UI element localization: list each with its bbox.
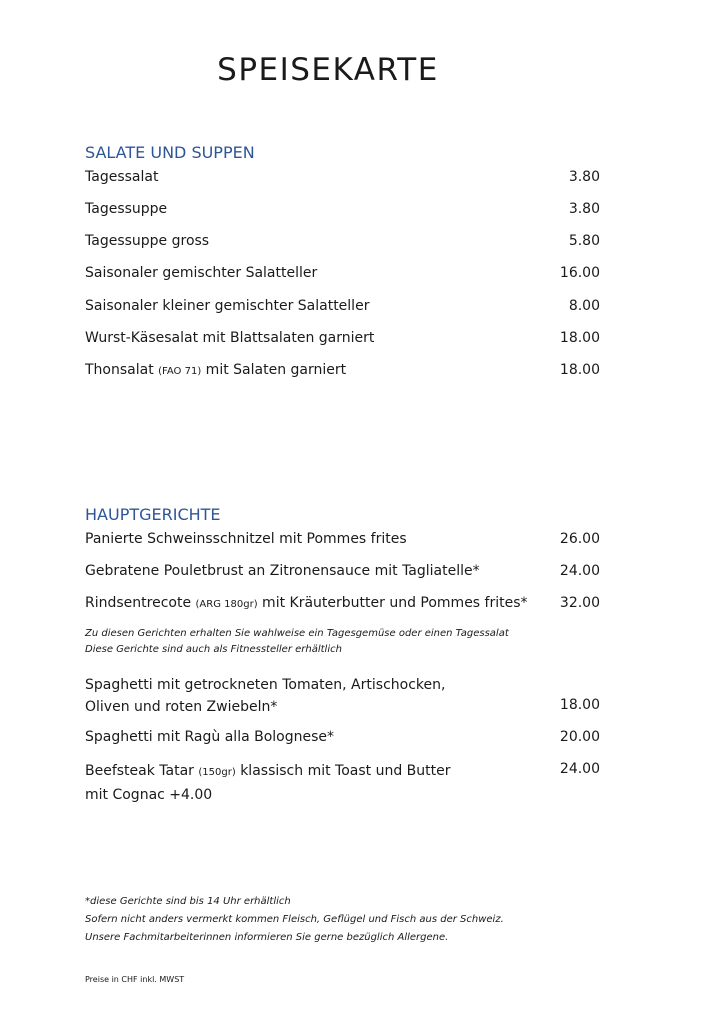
menu-item-price: 32.00 [559,595,600,611]
menu-item-name: Gebratene Pouletbrust an Zitronensauce mit Tagliatelle* [85,563,480,579]
menu-item-name-part: Thonsalat [85,362,159,378]
menu-item-name: Saisonaler kleiner gemischter Salatteller [85,298,370,314]
menu-item-name: Spaghetti mit Ragù alla Bolognese* [85,729,335,745]
menu-item-price: 18.00 [559,330,600,346]
footer-notes [85,893,504,947]
menu-item-price: 24.00 [559,563,600,579]
menu-item-price: 16.00 [559,265,600,281]
menu-item-price: 18.00 [559,362,600,378]
menu-item-name-line: Spaghetti mit getrockneten Tomaten, Artischocken, [85,677,446,693]
menu-item-price: 18.00 [559,697,600,713]
page-title: SPEISEKARTE [217,52,439,88]
menu-item-name: Tagessuppe gross [85,233,210,249]
menu-item-name: Tagessuppe [85,201,168,217]
menu-item [85,760,600,803]
menu-item-price: 20.00 [559,729,600,745]
side-note-line: Zu diesen Gerichten erhalten Sie wahlweise ein Tagesgemüse oder einen Tagessalat [85,628,509,639]
origin-note: (ARG 180gr) [195,599,258,610]
origin-note: (150gr) [198,767,236,778]
menu-item-price: 3.80 [568,201,600,217]
menu-item-name-part: Beefsteak Tatar [85,763,199,779]
origin-note: (FAO 71) [158,366,202,377]
footer-note-line: *diese Gerichte sind bis 14 Uhr erhältlich [85,896,291,907]
menu-item-name: Panierte Schweinsschnitzel mit Pommes frites [85,531,407,547]
menu-item-name-line: Oliven und roten Zwiebeln* [85,699,278,715]
menu-item-name-part: klassisch mit Toast und Butter [235,763,451,779]
menu-item-name [85,594,528,614]
menu-item-price: 24.00 [559,761,600,777]
menu-item-price: 8.00 [568,298,600,314]
menu-item-name: Wurst-Käsesalat mit Blattsalaten garniert [85,330,375,346]
menu-item-name: Saisonaler gemischter Salatteller [85,265,318,281]
menu-item-name-part: Rindsentrecote [85,595,196,611]
section-heading-salate: SALATE UND SUPPEN [85,143,255,162]
menu-item-name: Tagessalat [85,169,159,185]
menu-item-price: 5.80 [568,233,600,249]
menu-item-name [85,361,346,381]
price-info: Preise in CHF inkl. MWST [85,975,185,984]
menu-item-name [85,760,451,806]
menu-item [85,674,600,714]
menu-item-name-part: mit Salaten garniert [201,362,347,378]
footer-note-line: Unsere Fachmitarbeiterinnen informieren Sie gerne bezüglich Allergene. [85,932,449,943]
side-note-line: Diese Gerichte sind auch als Fitnessteller erhältlich [85,644,342,655]
menu-item-price: 3.80 [568,169,600,185]
menu-item-price: 26.00 [559,531,600,547]
menu-item-name-line: mit Cognac +4.00 [85,787,213,803]
side-note [85,626,509,658]
footer-note-line: Sofern nicht anders vermerkt kommen Fleisch, Geflügel und Fisch aus der Schweiz. [85,914,504,925]
section-heading-hauptgerichte: HAUPTGERICHTE [85,505,221,524]
menu-item-name-part: mit Kräuterbutter und Pommes frites* [257,595,528,611]
menu-item-name [85,674,445,718]
